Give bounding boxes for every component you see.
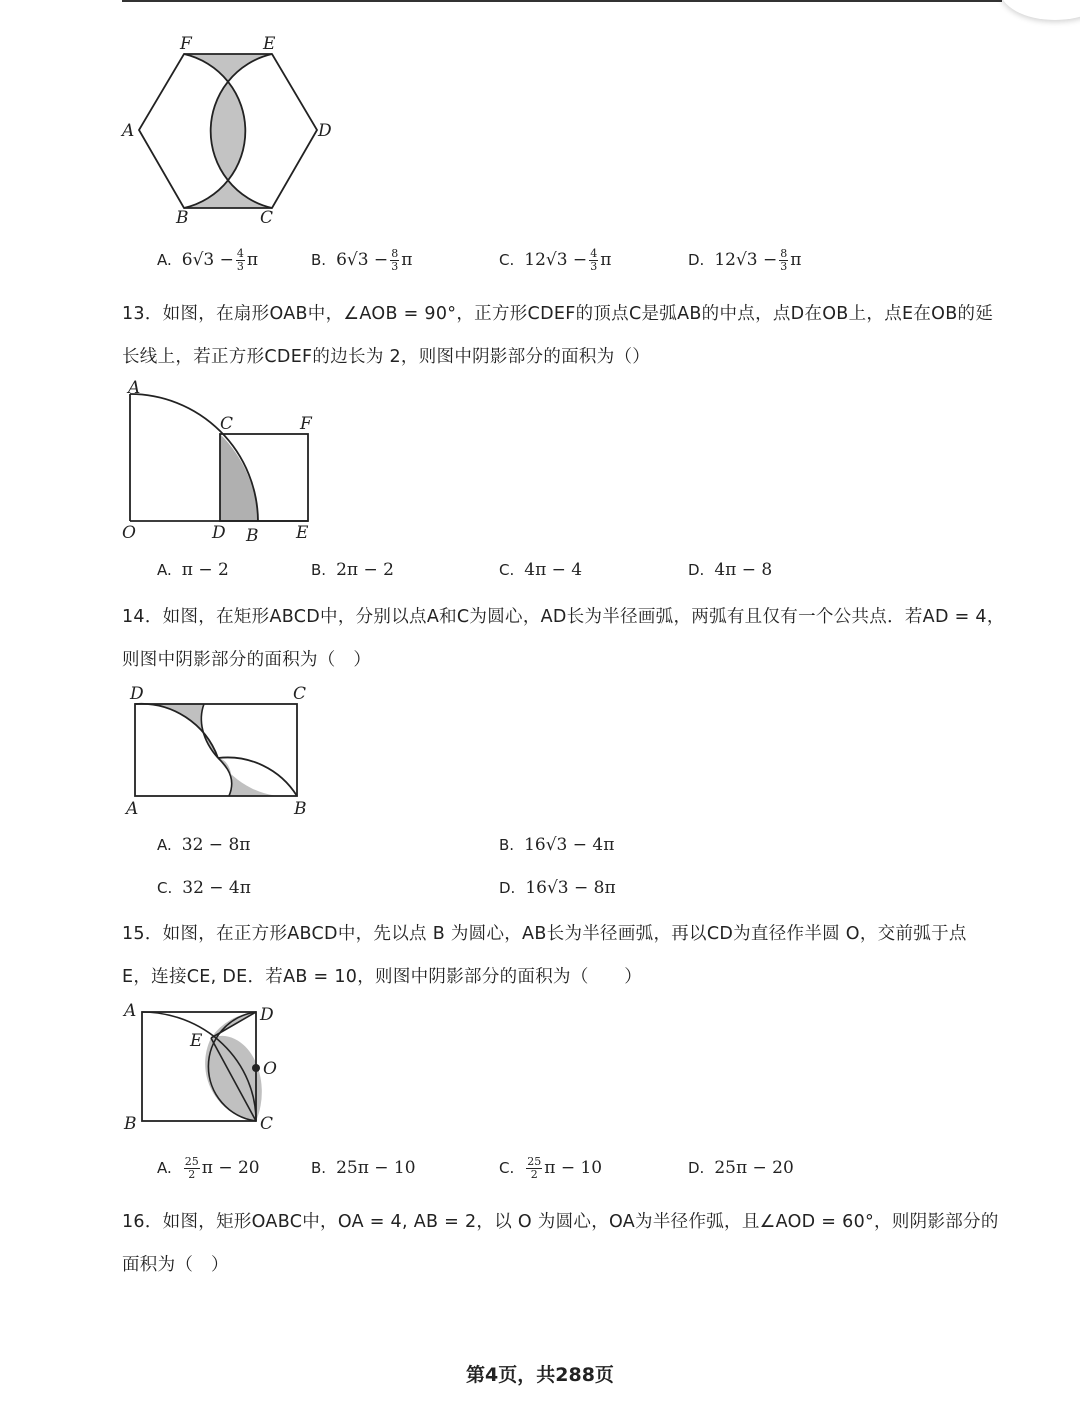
q14-arc-a	[135, 704, 218, 758]
q14-text-line2: 则图中阴影部分的面积为（ ）	[122, 650, 372, 670]
hex-label-C: C	[260, 208, 274, 228]
q14-rectangle	[135, 704, 297, 796]
q14-option-c: C. 32 − 4π	[157, 878, 251, 898]
q13-figure	[118, 376, 328, 546]
q14-option-a: A. 32 − 8π	[157, 835, 251, 855]
q13-option-a: A. π − 2	[157, 560, 229, 580]
q15-option-b: B. 25π − 10	[311, 1158, 416, 1178]
q16-text-line1: 16．如图，矩形OABC中，OA = 4, AB = 2，以 O 为圆心，OA为半径作弧，且∠AOD = 60°，则阴影部分的	[122, 1212, 999, 1232]
q15-center-point	[252, 1064, 260, 1072]
q14-label-B: B	[294, 799, 307, 819]
q15-label-E: E	[190, 1031, 203, 1051]
hex-label-B: B	[176, 208, 189, 228]
q12-option-b: B. 6√3 − $\frac{8}{3}$ π	[311, 247, 413, 273]
hexagon-shaded-region	[184, 54, 272, 208]
q14-label-A: A	[126, 799, 139, 819]
hex-label-E: E	[263, 34, 276, 54]
q13-text-line2: 长线上，若正方形CDEF的边长为 2，则图中阴影部分的面积为（）	[122, 347, 651, 367]
top-rule	[122, 0, 1002, 2]
q14-text-line1: 14．如图，在矩形ABCD中，分别以点A和C为圆心，AD长为半径画弧，两弧有且仅有一个公共点．若AD = 4，	[122, 607, 1005, 627]
q14-label-D: D	[130, 684, 144, 704]
hex-label-A: A	[122, 121, 135, 141]
q12-option-c: C. 12√3 − $\frac{4}{3}$ π	[499, 247, 612, 273]
q13-label-A: A	[128, 378, 141, 398]
hexagon-figure	[120, 30, 340, 230]
hex-label-F: F	[180, 34, 192, 54]
q15-label-A: A	[124, 1001, 137, 1021]
q15-text-line2: E，连接CE, DE．若AB = 10，则图中阴影部分的面积为（ ）	[122, 967, 643, 987]
page-footer: 第4页，共288页	[466, 1364, 614, 1386]
q13-option-c: C. 4π − 4	[499, 560, 583, 580]
q13-shaded-region	[220, 434, 258, 521]
q14-label-C: C	[293, 684, 307, 704]
q13-label-O: O	[122, 523, 136, 543]
q13-option-d: D. 4π − 8	[688, 560, 773, 580]
q14-figure	[122, 680, 322, 820]
q13-label-E: E	[296, 523, 309, 543]
q13-label-D: D	[212, 523, 226, 543]
q15-text-line1: 15．如图，在正方形ABCD中，先以点 B 为圆心，AB长为半径画弧，再以CD为直径作半圆 O，交前弧于点	[122, 924, 967, 944]
q15-label-D: D	[260, 1005, 274, 1025]
q13-option-b: B. 2π − 2	[311, 560, 394, 580]
q13-text-line1: 13．如图，在扇形OAB中，∠AOB = 90°，正方形CDEF的顶点C是弧AB的中点，点D在OB上，点E在OB的延	[122, 304, 994, 324]
q12-option-d: D. 12√3 − $\frac{8}{3}$ π	[688, 247, 802, 273]
page-corner-curl	[1000, 0, 1080, 20]
q15-option-d: D. 25π − 20	[688, 1158, 794, 1178]
q15-option-c: C. $\frac{25}{2}$ π − 10	[499, 1155, 603, 1181]
hex-label-D: D	[318, 121, 332, 141]
q14-option-d: D. 16√3 − 8π	[499, 878, 616, 898]
q15-label-C: C	[260, 1114, 274, 1134]
q14-option-b: B. 16√3 − 4π	[499, 835, 615, 855]
q13-label-B: B	[246, 526, 259, 546]
q15-option-a: A. $\frac{25}{2}$ π − 20	[157, 1155, 260, 1181]
q13-label-C: C	[220, 414, 234, 434]
q12-option-a: A. 6√3 − $\frac{4}{3}$ π	[157, 247, 259, 273]
q15-figure	[118, 998, 298, 1138]
q16-text-line2: 面积为（ ）	[122, 1255, 229, 1275]
q13-label-F: F	[300, 414, 312, 434]
q15-label-B: B	[124, 1114, 137, 1134]
q15-label-O: O	[263, 1059, 277, 1079]
